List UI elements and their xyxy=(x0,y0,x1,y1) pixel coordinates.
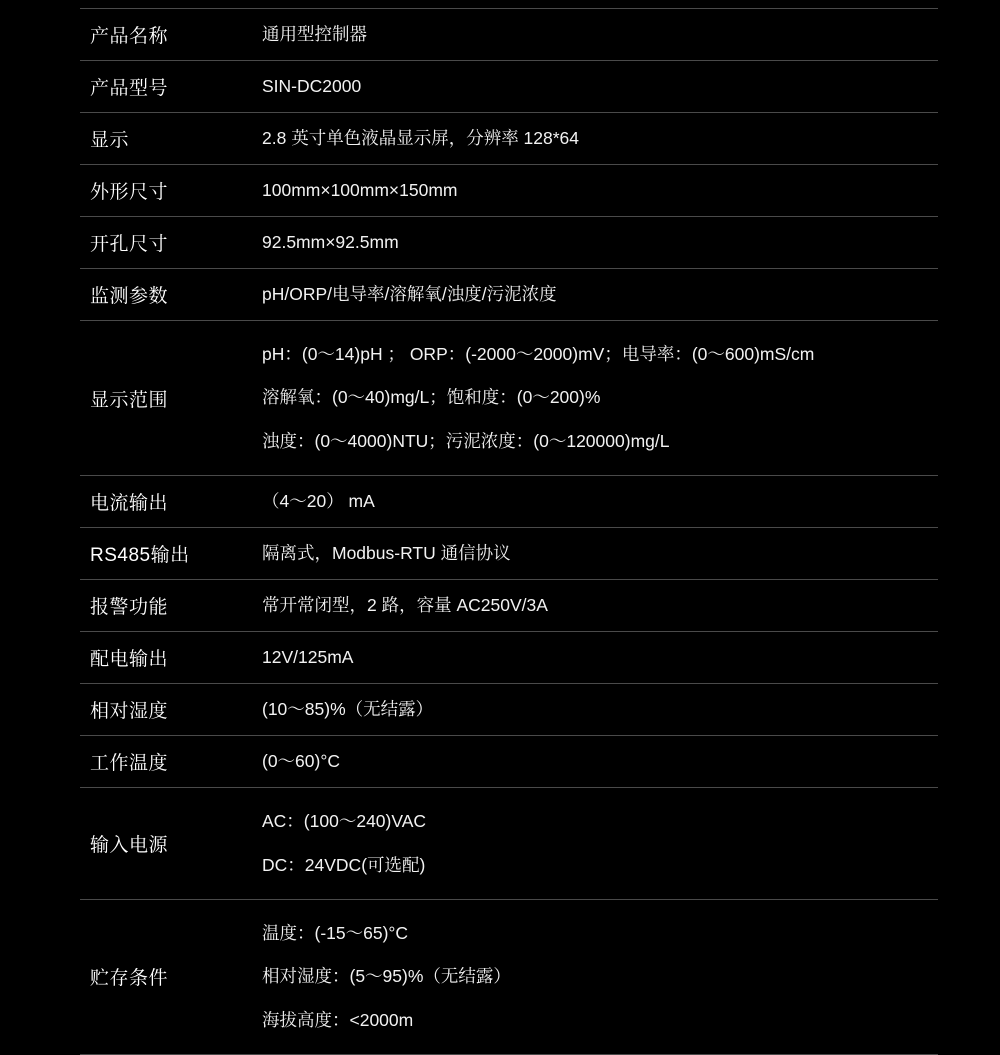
spec-value xyxy=(262,684,938,736)
spec-value-line: 2.8 英寸单色液晶显示屏，分辨率 128*64 xyxy=(262,127,580,148)
spec-label: 产品型号 xyxy=(90,78,169,99)
spec-label: 电流输出 xyxy=(90,493,169,515)
spec-value-line: 溶解氧：(0～40)mg/L；饱和度：(0～200)% xyxy=(262,387,601,408)
spec-value-line: 隔离式，Modbus-RTU 通信协议 xyxy=(262,542,511,563)
specification-table-body xyxy=(80,9,938,1055)
spec-value-line: 通用型控制器 xyxy=(262,23,367,44)
spec-value xyxy=(262,9,938,61)
spec-value xyxy=(262,899,938,1054)
table-row xyxy=(80,580,938,632)
spec-value xyxy=(262,736,938,788)
spec-label: 工作温度 xyxy=(90,753,169,775)
specification-table xyxy=(80,8,938,1055)
spec-label: 输入电源 xyxy=(90,835,169,856)
spec-label: 产品名称 xyxy=(90,26,169,47)
spec-label: 显示范围 xyxy=(90,389,169,411)
spec-label: 配电输出 xyxy=(90,649,169,671)
spec-value xyxy=(262,165,938,217)
spec-value xyxy=(262,321,938,476)
table-row xyxy=(80,476,938,528)
spec-value-line: DC：24VDC(可选配) xyxy=(262,854,426,875)
spec-value-line: 92.5mm×92.5mm xyxy=(262,231,399,252)
spec-value xyxy=(262,528,938,580)
spec-value-line: 温度：(-15～65)°C xyxy=(262,922,409,943)
spec-value-line: (10～85)%（无结露） xyxy=(262,698,434,719)
table-row xyxy=(80,632,938,684)
spec-value-line: SIN-DC2000 xyxy=(262,75,362,96)
table-row xyxy=(80,269,938,321)
spec-value-line: AC：(100～240)VAC xyxy=(262,811,427,832)
spec-label: RS485输出 xyxy=(90,545,190,567)
table-row xyxy=(80,61,938,113)
table-row xyxy=(80,217,938,269)
spec-label: 报警功能 xyxy=(90,597,169,619)
spec-value-line: 100mm×100mm×150mm xyxy=(262,179,458,200)
spec-label: 显示 xyxy=(90,130,130,151)
spec-label: 监测参数 xyxy=(90,286,169,307)
table-row xyxy=(80,684,938,736)
spec-value xyxy=(262,217,938,269)
table-row xyxy=(80,165,938,217)
spec-value-line: 常开常闭型，2 路，容量 AC250V/3A xyxy=(262,594,548,615)
spec-value-line: （4～20） mA xyxy=(262,490,375,511)
table-row xyxy=(80,899,938,1054)
spec-value xyxy=(262,113,938,165)
spec-value xyxy=(262,269,938,321)
table-row xyxy=(80,321,938,476)
spec-value xyxy=(262,632,938,684)
spec-label: 开孔尺寸 xyxy=(90,234,169,255)
table-row xyxy=(80,113,938,165)
spec-value-line: 12V/125mA xyxy=(262,646,354,667)
spec-label: 贮存条件 xyxy=(90,968,169,990)
spec-value-line: pH/ORP/电导率/溶解氧/浊度/污泥浓度 xyxy=(262,283,557,304)
spec-value xyxy=(262,61,938,113)
spec-value xyxy=(262,580,938,632)
spec-label: 相对湿度 xyxy=(90,701,169,723)
spec-value xyxy=(262,788,938,900)
spec-value xyxy=(262,476,938,528)
table-row xyxy=(80,528,938,580)
spec-value-line: 相对湿度：(5～95)%（无结露） xyxy=(262,966,511,987)
spec-label: 外形尺寸 xyxy=(90,182,169,203)
table-row xyxy=(80,788,938,900)
spec-value-line: 海拔高度：<2000m xyxy=(262,1009,414,1030)
table-row xyxy=(80,736,938,788)
spec-value-line: pH：(0～14)pH ； ORP：(-2000～2000)mV；电导率：(0～600)mS/cm xyxy=(262,344,815,364)
table-row xyxy=(80,9,938,61)
spec-value-line: 浊度：(0～4000)NTU；污泥浓度：(0～120000)mg/L xyxy=(262,430,670,451)
spec-value-line: (0～60)°C xyxy=(262,750,340,771)
